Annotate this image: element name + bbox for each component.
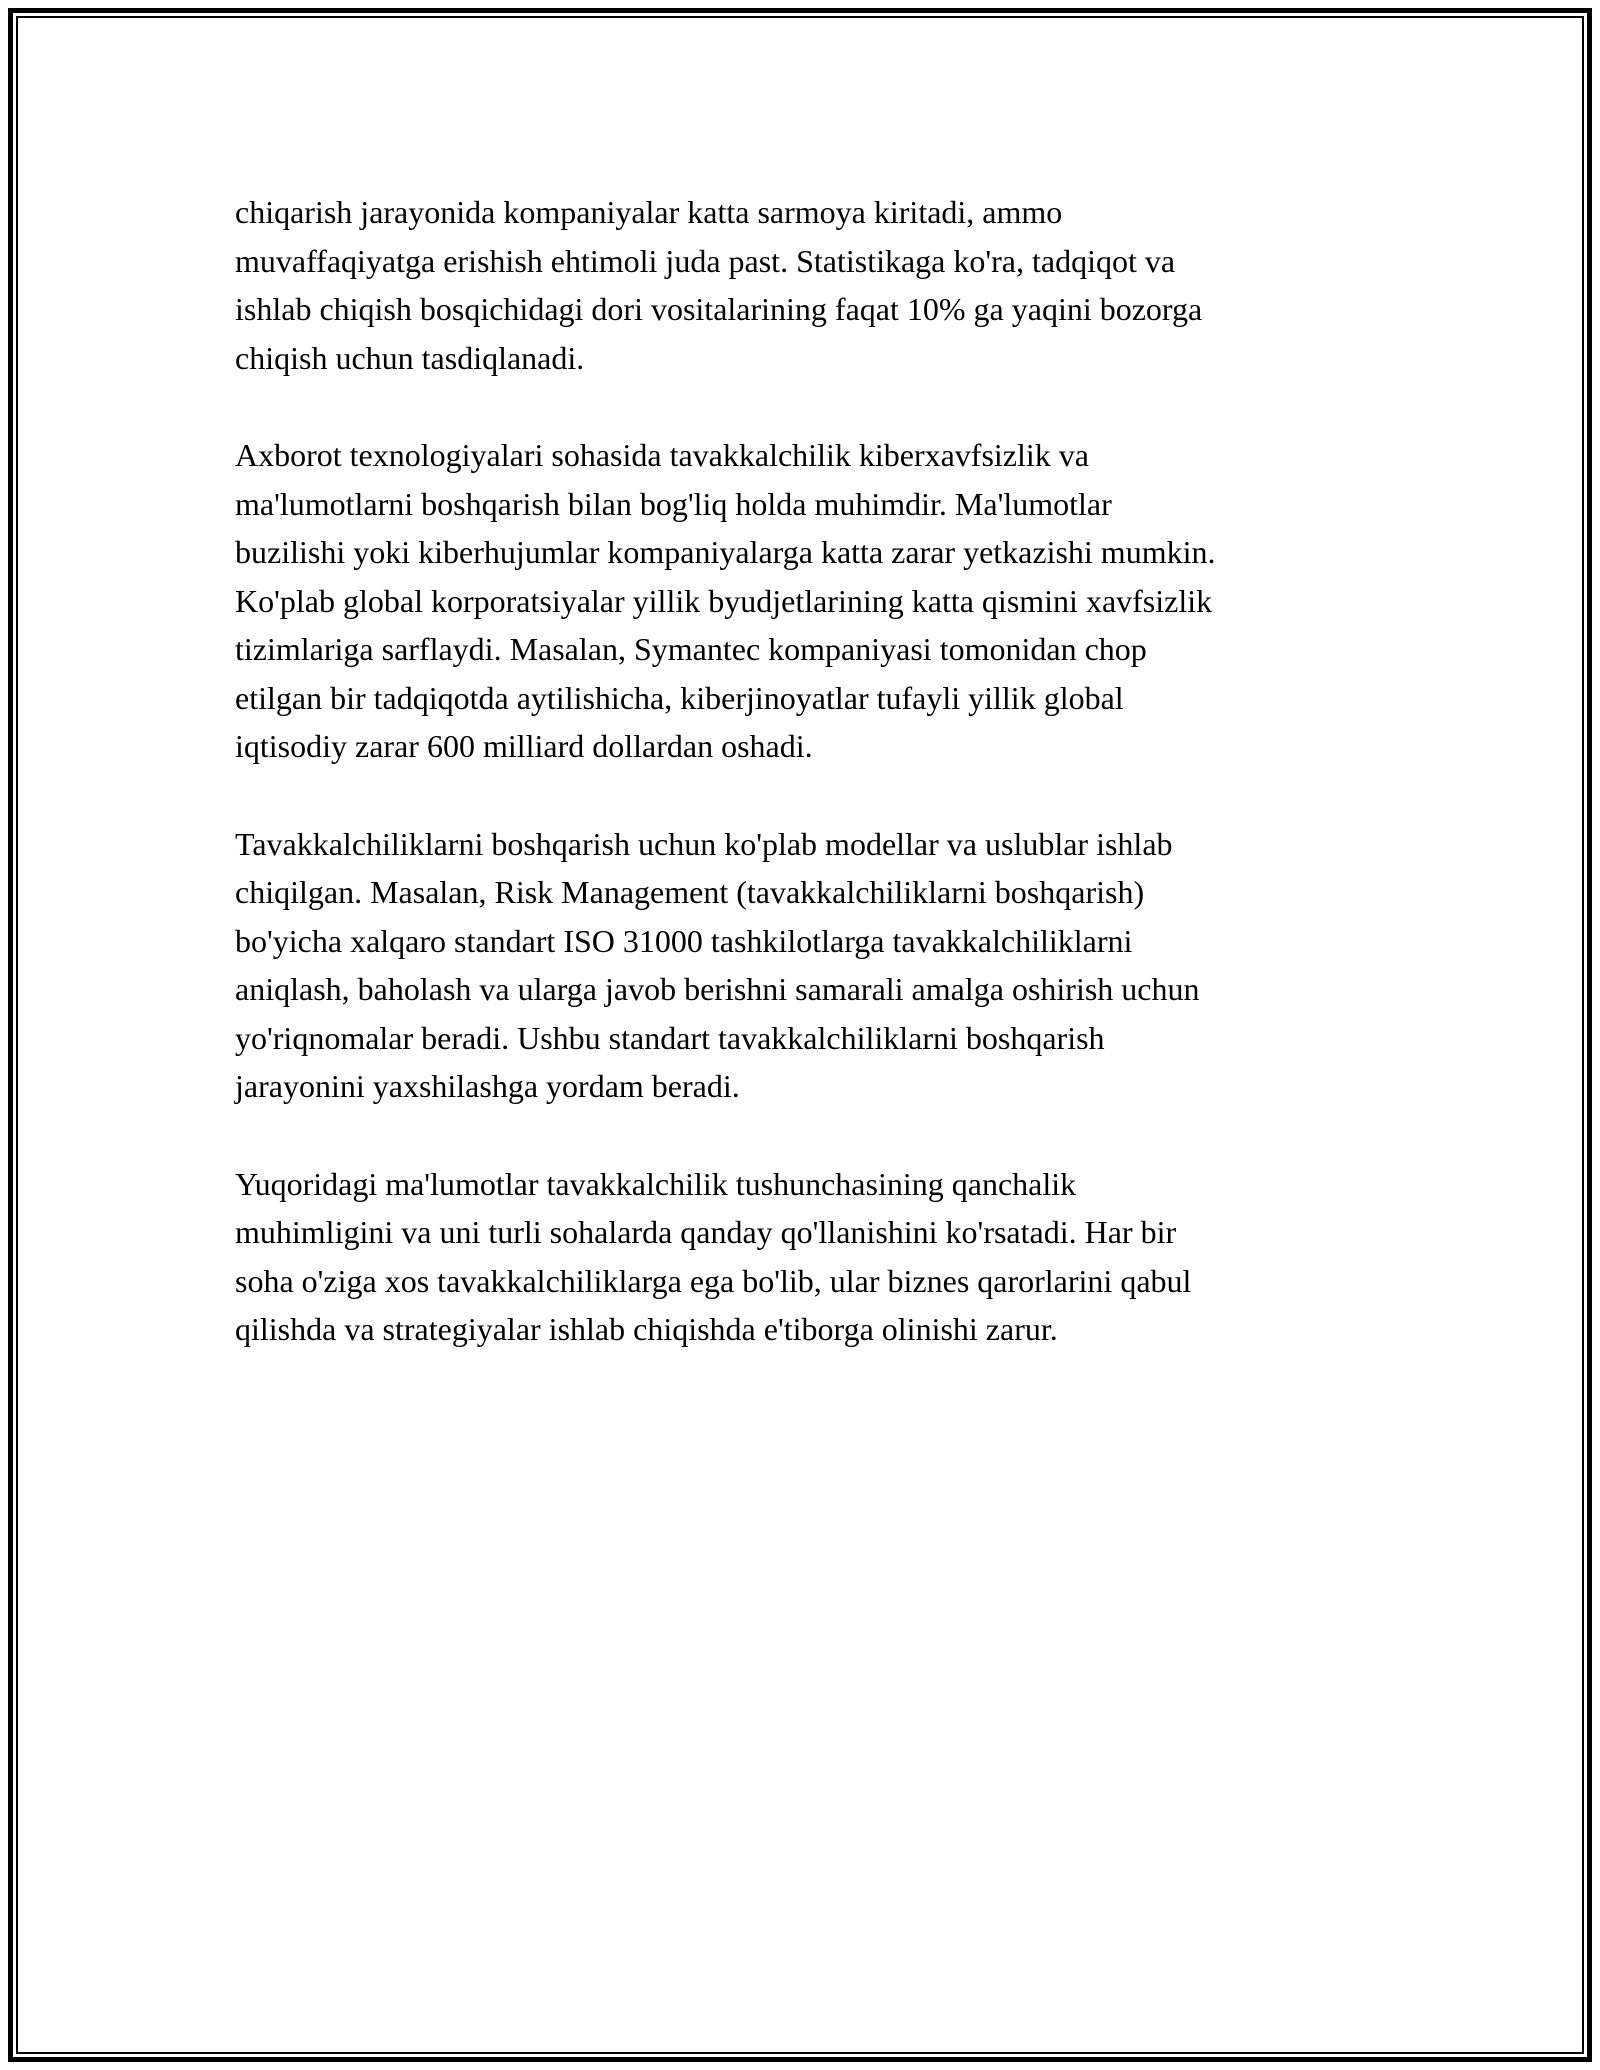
text-line: aniqlash, baholash va ularga javob berishni samarali amalga oshirish uchun: [235, 971, 1200, 1007]
document-body: [235, 188, 1375, 1403]
text-line: soha o'ziga xos tavakkalchiliklarga ega bo'lib, ular biznes qarorlarini qabul: [235, 1262, 1192, 1299]
text-line: muhimligini va uni turli sohalarda qanday qo'llanishini ko'rsatadi. Har bir: [235, 1214, 1177, 1250]
text-line: yo'riqnomalar beradi. Ushbu standart tavakkalchiliklarni boshqarish: [235, 1019, 1105, 1056]
paragraph-3: [235, 820, 1375, 1111]
paragraph-1: [235, 188, 1375, 382]
text-line: Tavakkalchiliklarni boshqarish uchun ko'plab modellar va uslublar ishlab: [235, 825, 1173, 862]
text-line: chiqish uchun tasdiqlanadi.: [235, 339, 585, 376]
text-line: iqtisodiy zarar 600 milliard dollardan oshadi.: [235, 728, 813, 764]
text-line: chiqarish jarayonida kompaniyalar katta sarmoya kiritadi, ammo: [235, 194, 1063, 230]
text-line: buzilishi yoki kiberhujumlar kompaniyalarga katta zarar yetkazishi mumkin.: [235, 534, 1216, 570]
text-line: muvaffaqiyatga erishish ehtimoli juda past. Statistikaga ko'ra, tadqiqot va: [235, 242, 1176, 279]
text-line: qilishda va strategiyalar ishlab chiqishda e'tiborga olinishi zarur.: [235, 1311, 1058, 1347]
paragraph-2: [235, 431, 1375, 771]
text-line: jarayonini yaxshilashga yordam beradi.: [235, 1068, 740, 1104]
text-line: ma'lumotlarni boshqarish bilan bog'liq holda muhimdir. Ma'lumotlar: [235, 485, 1112, 522]
text-line: tizimlariga sarflaydi. Masalan, Symantec kompaniyasi tomonidan chop: [235, 631, 1147, 667]
text-line: chiqilgan. Masalan, Risk Management (tavakkalchiliklarni boshqarish): [235, 874, 1145, 910]
text-line: Axborot texnologiyalari sohasida tavakkalchilik kiberxavfsizlik va: [235, 437, 1089, 473]
text-line: etilgan bir tadqiqotda aytilishicha, kiberjinoyatlar tufayli yillik global: [235, 679, 1124, 716]
text-line: bo'yicha xalqaro standart ISO 31000 tashkilotlarga tavakkalchiliklarni: [235, 922, 1133, 959]
text-line: Yuqoridagi ma'lumotlar tavakkalchilik tushunchasining qanchalik: [235, 1165, 1077, 1202]
text-line: Ko'plab global korporatsiyalar yillik byudjetlarining katta qismini xavfsizlik: [235, 582, 1213, 619]
text-line: ishlab chiqish bosqichidagi dori vositalarining faqat 10% ga yaqini bozorga: [235, 291, 1203, 327]
paragraph-4: [235, 1160, 1375, 1354]
